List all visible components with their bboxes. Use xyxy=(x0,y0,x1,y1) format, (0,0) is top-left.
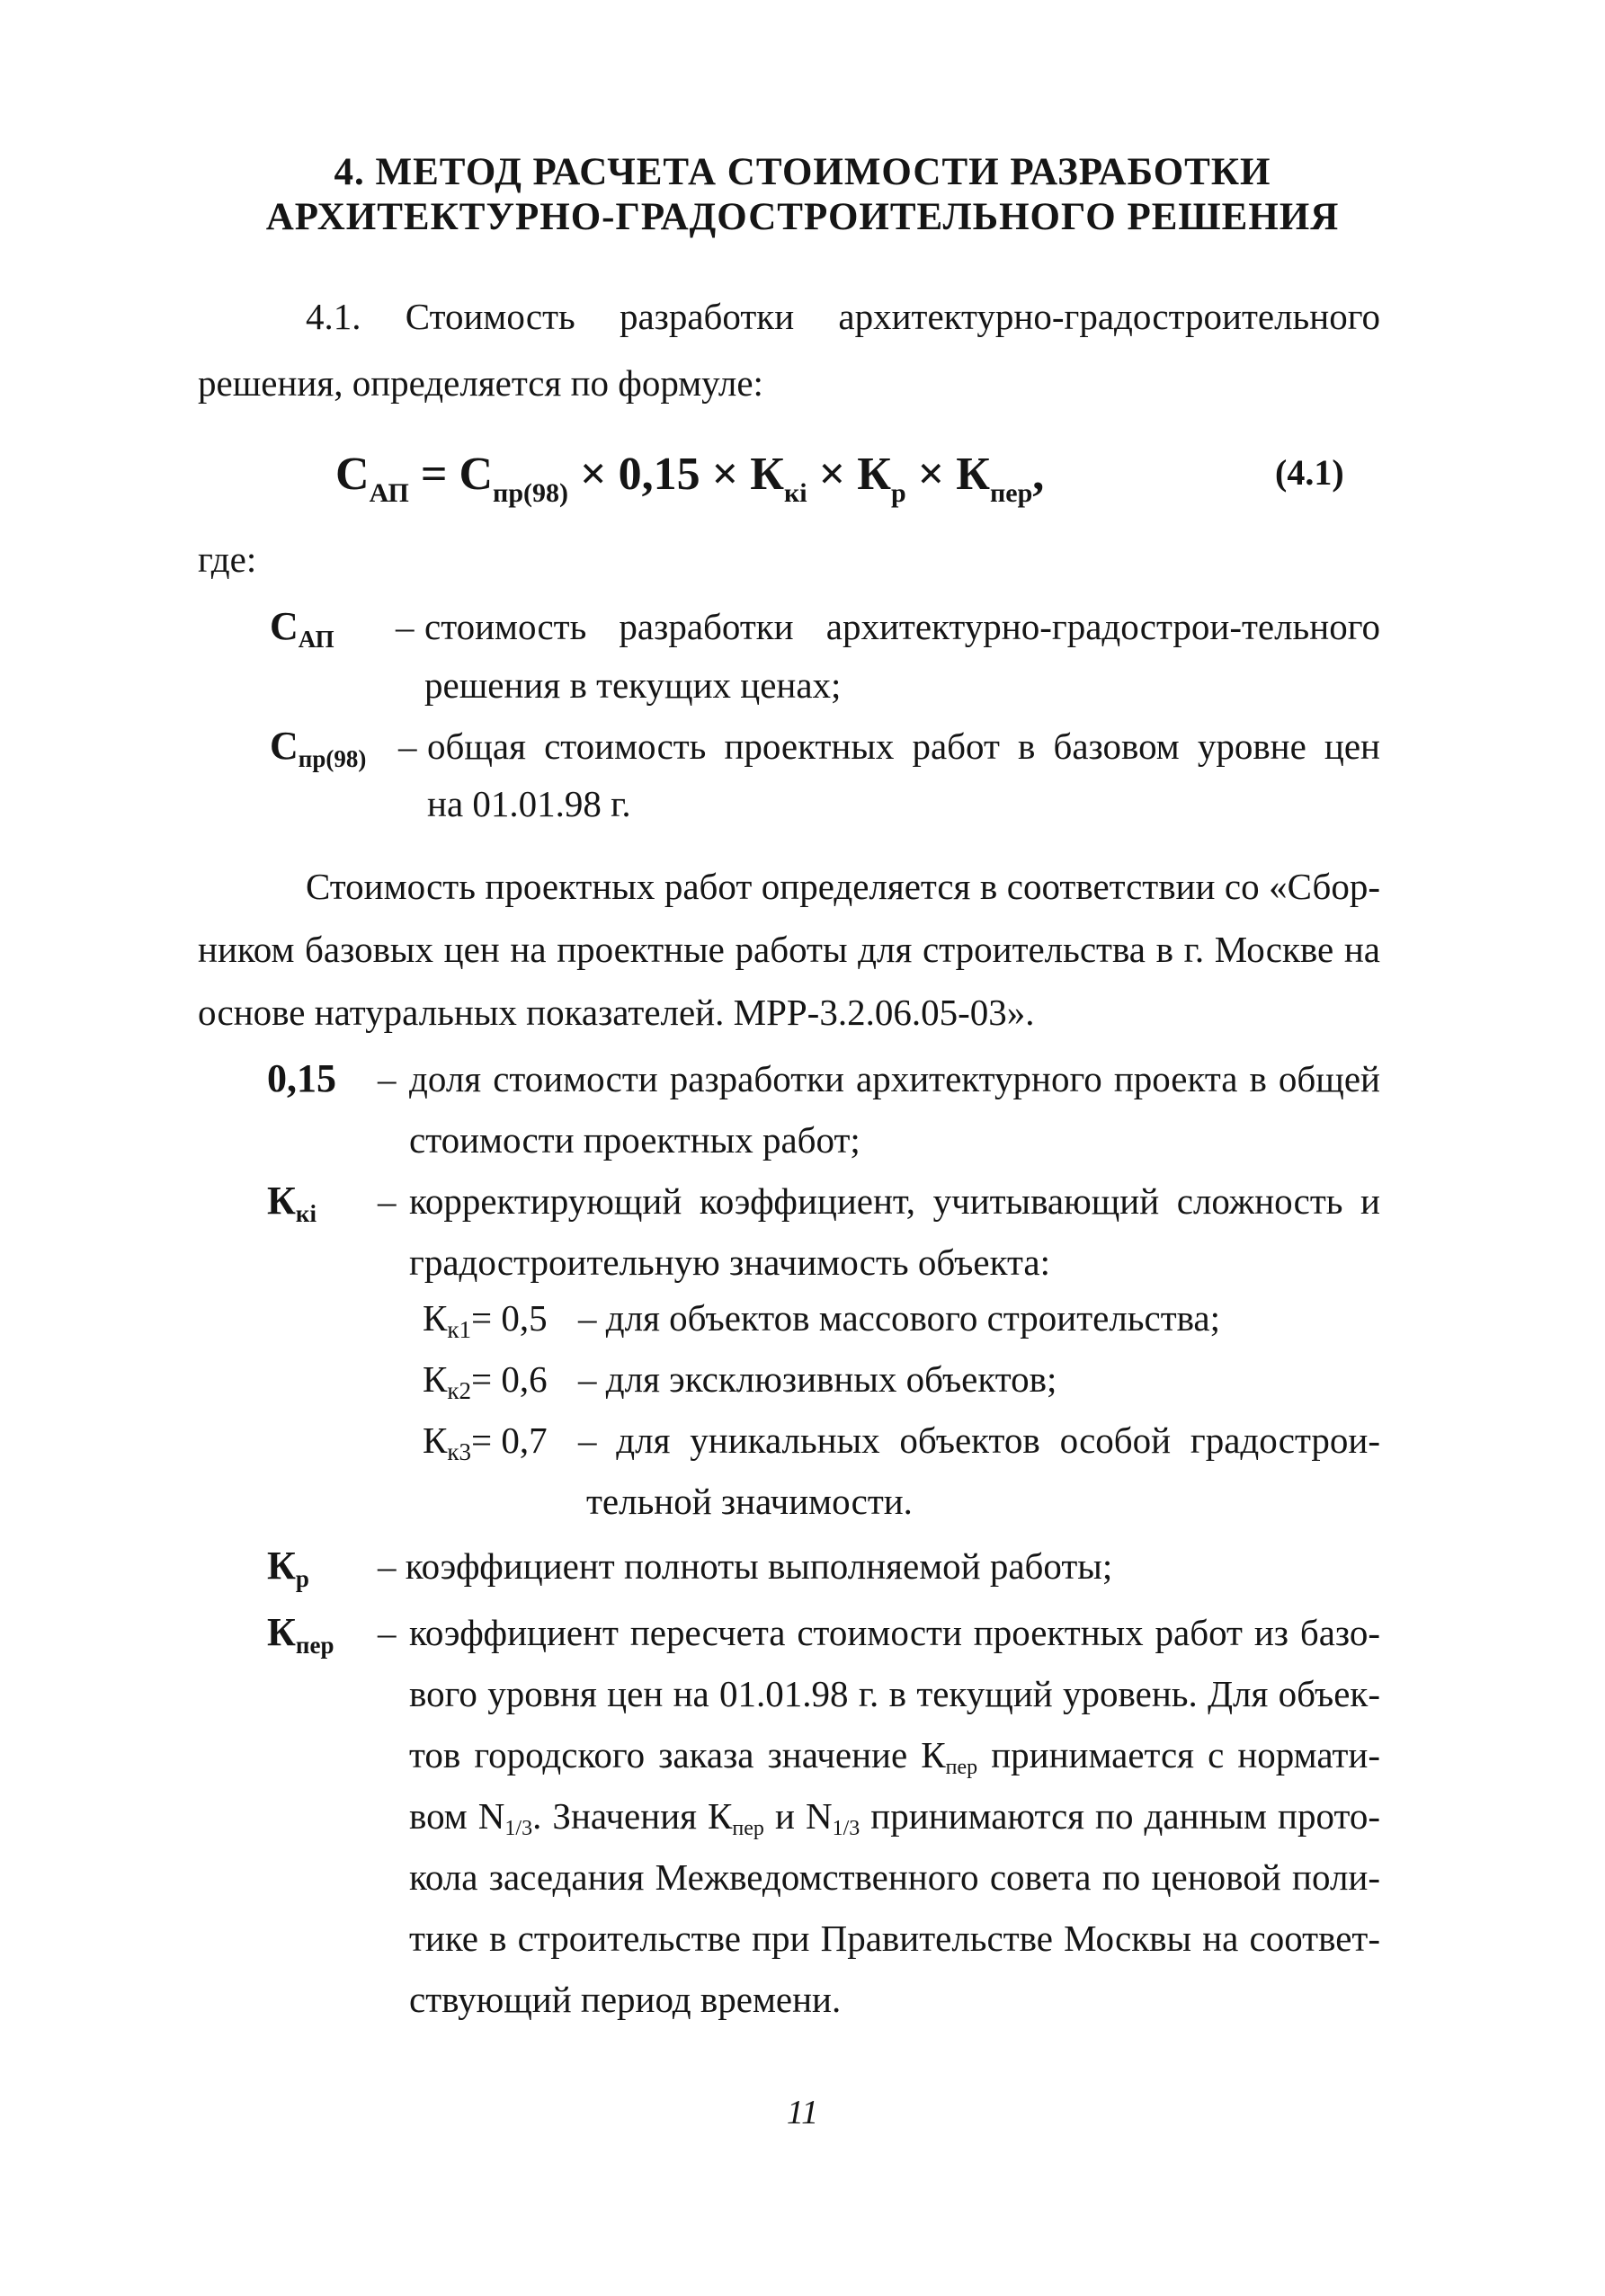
formula: $С_{АП} = С_{пр(98)} \times 0,15 \times К_{кi} \times К_р \times К_{пер}$, xyxy=(335,449,1045,508)
para-line2: ником базовых цен на проектные работы для строительства в г. Москве на xyxy=(198,929,1380,970)
def-cap-line2: решения в текущих ценах; xyxy=(424,664,842,706)
def-kper-line4: вом N1/3. Значения Кпер и N1/3 принимаются по данным прото- xyxy=(409,1795,1380,1840)
def-cap-symbol: $С_{АП}$ xyxy=(270,604,334,653)
kvalue-2-desc: – для эксклюзивных объектов; xyxy=(578,1358,1057,1400)
def-015-symbol: 0,15 xyxy=(267,1056,336,1100)
def-kper-line3: тов городского заказа значение Кпер принимается с нормати- xyxy=(409,1734,1380,1779)
def-kp-symbol: $К_р$ xyxy=(267,1544,309,1592)
def-cap-line1: стоимость разработки архитектурно-градострои-тельного xyxy=(424,606,1380,647)
def-015-line1: доля стоимости разработки архитектурного проекта в общей xyxy=(409,1058,1380,1099)
kvalue-3: $К_{к3}= 0,7$ xyxy=(423,1419,548,1465)
para-line1: Стоимость проектных работ определяется в соответствии со «Сбор- xyxy=(306,866,1380,907)
def-015-line2: стоимости проектных работ; xyxy=(409,1119,860,1161)
def-015-dash: – xyxy=(378,1058,397,1099)
def-kper-line7: ствующий период времени. xyxy=(409,1979,842,2020)
def-kper-line5: кола заседания Межведомственного совета по ценовой поли- xyxy=(409,1856,1380,1898)
where-label: где: xyxy=(198,538,257,580)
def-kki-line1: корректирующий коэффициент, учитывающий сложность и xyxy=(409,1180,1380,1222)
def-kper-line2: вого уровня цен на 01.01.98 г. в текущий уровень. Для объек- xyxy=(409,1673,1380,1714)
def-cpr-symbol: $С_{пр(98)}$ xyxy=(270,724,367,772)
def-kper-line6: тике в строительстве при Правительстве Москвы на соответ- xyxy=(409,1918,1380,1959)
def-kper-line1: коэффициент пересчета стоимости проектных работ из базо- xyxy=(409,1612,1380,1653)
intro-line2: решения, определяется по формуле: xyxy=(198,362,763,404)
def-kp-text: – коэффициент полноты выполняемой работы; xyxy=(378,1545,1113,1587)
kvalue-3-desc: – для уникальных объектов особой градострои- xyxy=(578,1419,1380,1461)
kvalue-1: $К_{к1}= 0,5$ xyxy=(423,1297,548,1343)
kvalue-2: $К_{к2}= 0,6$ xyxy=(423,1358,548,1404)
def-cap-dash: – xyxy=(396,606,415,647)
def-kper-symbol: $К_{пер}$ xyxy=(267,1610,334,1659)
kvalue-1-desc: – для объектов массового строительства; xyxy=(578,1297,1221,1339)
page-number: 11 xyxy=(786,2094,819,2131)
def-kper-dash: – xyxy=(378,1612,397,1653)
section-heading-line2: АРХИТЕКТУРНО-ГРАДОСТРОИТЕЛЬНОГО РЕШЕНИЯ xyxy=(265,196,1340,238)
def-kki-dash: – xyxy=(378,1180,397,1222)
intro-line1: 4.1. Стоимость разработки архитектурно-градостроительного xyxy=(306,296,1380,337)
kvalue-3-desc-line2: тельной значимости. xyxy=(586,1481,913,1522)
def-kki-line2: градостроительную значимость объекта: xyxy=(409,1241,1050,1283)
formula-number: (4.1) xyxy=(1275,452,1344,493)
def-kki-symbol: $К_{кi}$ xyxy=(267,1179,317,1227)
def-cpr-dash: – xyxy=(398,725,417,767)
def-cpr-line1: общая стоимость проектных работ в базовом уровне цен xyxy=(427,725,1380,767)
para-line3: основе натуральных показателей. МРР-3.2.06.05-03». xyxy=(198,992,1035,1033)
section-heading-line1: 4. МЕТОД РАСЧЕТА СТОИМОСТИ РАЗРАБОТКИ xyxy=(334,151,1271,193)
def-cpr-line2: на 01.01.98 г. xyxy=(427,783,631,824)
